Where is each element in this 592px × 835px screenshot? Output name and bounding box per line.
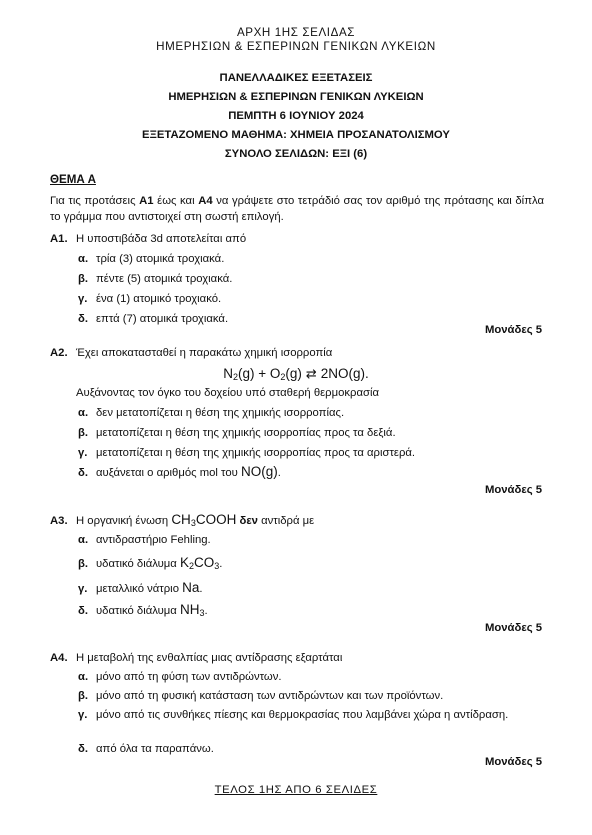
page-header [0,26,592,54]
header-school-type: ΗΜΕΡΗΣΙΩΝ & ΕΣΠΕΡΙΝΩΝ ΓΕΝΙΚΩΝ ΛΥΚΕΙΩΝ [156,40,436,53]
option-a1-b: β. πέντε (5) ατομικά τροχιακά. [78,273,233,285]
question-a2 [50,346,544,361]
question-a2-condition: Αυξάνοντας τον όγκο του δοχείου υπό σταθερή θερμοκρασία [76,387,379,399]
page-footer: ΤΕΛΟΣ 1ΗΣ ΑΠΟ 6 ΣΕΛΙΔΕΣ [214,784,378,796]
marks-a4: Μονάδες 5 [484,756,542,768]
question-number: Α4. [50,652,68,664]
option-a4-a: α. μόνο από τη φύση των αντιδρώντων. [78,671,282,683]
option-a2-d: δ. αυξάνεται ο αριθμός mol του NO(g). [78,464,281,479]
option-a4-c: γ. μόνο από τις συνθήκες πίεσης και θερμοκρασίας που λαμβάνει χώρα η αντίδραση. [78,709,509,721]
question-number: Α2. [50,347,68,359]
instructions: Για τις προτάσεις Α1 έως και Α4 να γράψετε στο τετράδιό σας τον αριθμό της πρότασης και δίπλα το γράμμα που αντιστοιχεί στη σωστή επιλογή. [50,195,544,223]
exam-page-count: ΣΥΝΟΛΟ ΣΕΛΙΔΩΝ: ΕΞΙ (6) [224,148,368,160]
marks-a1: Μονάδες 5 [484,324,542,336]
option-a3-c: γ. μεταλλικό νάτριο Na. [78,580,203,595]
option-a4-b: β. μόνο από τη φυσική κατάσταση των αντιδρώντων και των προϊόντων. [78,690,444,702]
marks-a3: Μονάδες 5 [484,622,542,634]
equilibrium-equation: $N_2(g) + O_2(g)$ ⇄ 2NO(g). [223,366,369,382]
question-a3: Α3. Η οργανική ένωση $CH_3COOH$ δεν αντιδρά με [50,512,315,528]
exam-schools: ΗΜΕΡΗΣΙΩΝ & ΕΣΠΕΡΙΝΩΝ ΓΕΝΙΚΩΝ ΛΥΚΕΙΩΝ [168,91,424,103]
question-number: Α1. [50,233,68,245]
exam-subject: ΕΞΕΤΑΖΟΜΕΝΟ ΜΑΘΗΜΑ: ΧΗΜΕΙΑ ΠΡΟΣΑΝΑΤΟΛΙΣΜΟΥ [142,129,450,141]
option-a2-c: γ. μετατοπίζεται η θέση της χημικής ισορροπίας προς τα αριστερά. [78,447,416,459]
option-a3-d: δ. υδατικό διάλυμα $NH_3$. [78,602,208,618]
question-stem: Έχει αποκατασταθεί η παρακάτω χημική ισορροπία [76,347,333,359]
question-stem: Η υποστιβάδα 3d αποτελείται από [76,233,247,245]
option-a2-a: α. δεν μετατοπίζεται η θέση της χημικής ισορροπίας. [78,407,345,419]
option-a4-d: δ. από όλα τα παραπάνω. [78,743,214,755]
option-a1-a: α. τρία (3) ατομικά τροχιακά. [78,253,225,265]
option-a3-b: β. υδατικό διάλυμα $K_2CO_3$. [78,555,223,571]
marks-a2: Μονάδες 5 [484,484,542,496]
exam-title-block [0,69,592,164]
question-number: Α3. [50,515,68,527]
option-a1-d: δ. επτά (7) ατομικά τροχιακά. [78,313,229,325]
question-stem: Η μεταβολή της ενθαλπίας μιας αντίδρασης εξαρτάται [76,652,343,664]
header-start-page: ΑΡΧΗ 1ΗΣ ΣΕΛΙΔΑΣ [236,26,356,39]
section-title: ΘΕΜΑ Α [50,173,96,186]
option-a3-a: α. αντιδραστήριο Fehling. [78,534,211,546]
exam-date: ΠΕΜΠΤΗ 6 ΙΟΥΝΙΟΥ 2024 [228,110,364,122]
equilibrium-arrows-icon: ⇄ [305,366,317,381]
option-a2-b: β. μετατοπίζεται η θέση της χημικής ισορροπίας προς τα δεξιά. [78,427,396,439]
question-a1 [50,232,544,247]
option-a1-c: γ. ένα (1) ατομικό τροχιακό. [78,293,222,305]
question-a4 [50,651,544,666]
exam-title: ΠΑΝΕΛΛΑΔΙΚΕΣ ΕΞΕΤΑΣΕΙΣ [219,72,373,84]
